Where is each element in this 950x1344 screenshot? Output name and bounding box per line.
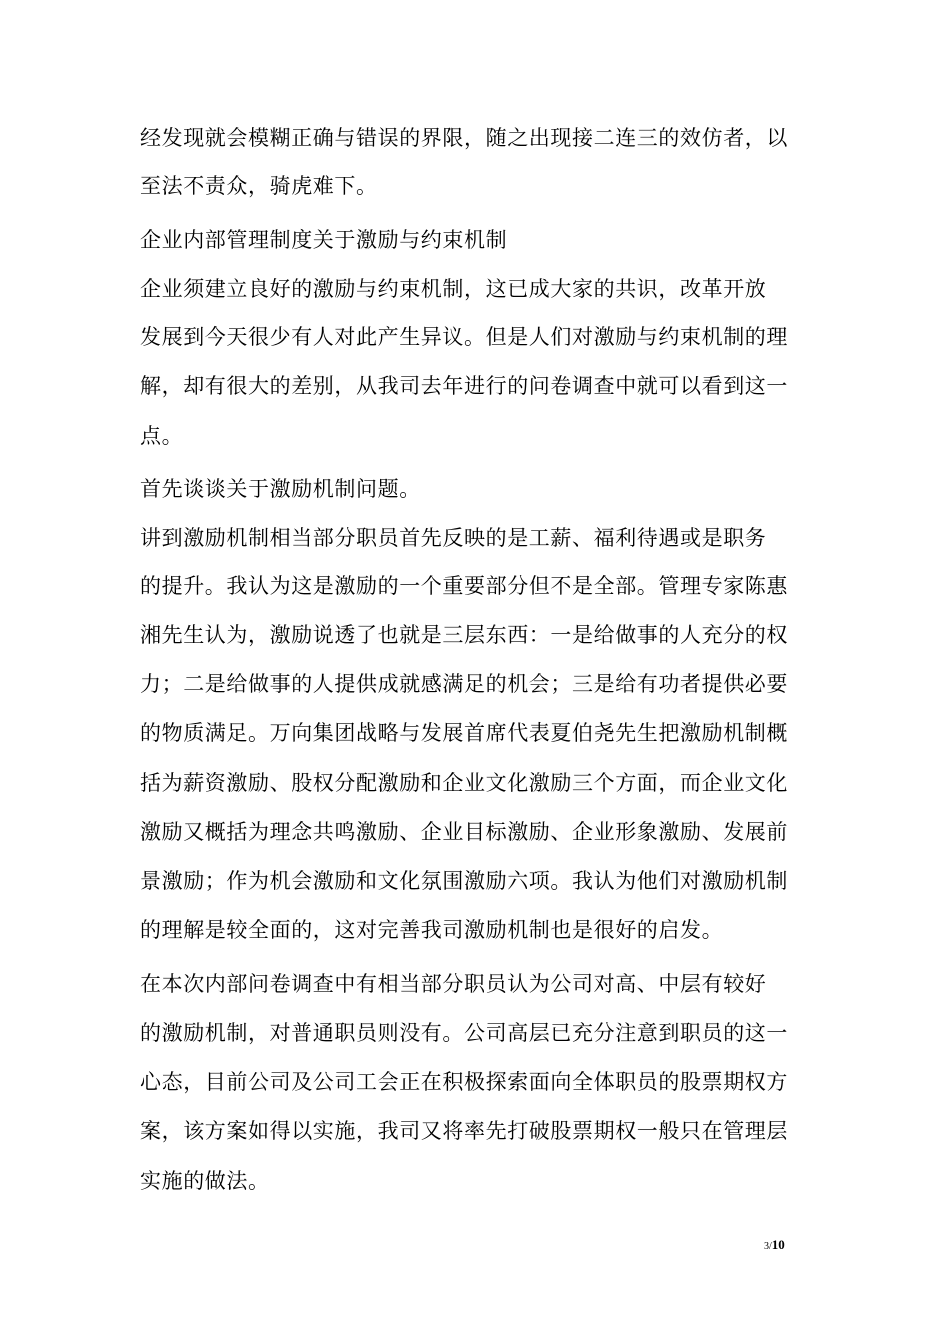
page-number-total: 10 — [771, 1237, 785, 1252]
text-line: 实施的做法。 — [140, 1169, 270, 1193]
text-line: 发展到今天很少有人对此产生异议。但是人们对激励与约束机制的理 — [140, 325, 788, 349]
text-line: 解，却有很大的差别，从我司去年进行的问卷调查中就可以看到这一 — [140, 374, 788, 398]
text-line: 经发现就会模糊正确与错误的界限，随之出现接二连三的效仿者，以 — [140, 126, 788, 150]
text-line: 在本次内部问卷调查中有相当部分职员认为公司对高、中层有较好 — [140, 972, 767, 996]
text-line: 企业须建立良好的激励与约束机制，这已成大家的共识，改革开放 — [140, 277, 767, 301]
text-line: 湘先生认为，激励说透了也就是三层东西：一是给做事的人充分的权 — [140, 623, 788, 647]
text-line: 讲到激励机制相当部分职员首先反映的是工薪、福利待遇或是职务 — [140, 526, 767, 550]
text-line: 激励又概括为理念共鸣激励、企业目标激励、企业形象激励、发展前 — [140, 820, 788, 844]
text-line: 的激励机制，对普通职员则没有。公司高层已充分注意到职员的这一 — [140, 1021, 788, 1045]
text-line: 心态，目前公司及公司工会正在积极探索面向全体职员的股票期权方 — [140, 1070, 788, 1094]
text-line: 括为薪资激励、股权分配激励和企业文化激励三个方面，而企业文化 — [140, 771, 788, 795]
text-line: 景激励；作为机会激励和文化氛围激励六项。我认为他们对激励机制 — [140, 869, 788, 893]
page-number-current: 3/ — [764, 1241, 772, 1252]
text-line: 的提升。我认为这是激励的一个重要部分但不是全部。管理专家陈惠 — [140, 574, 788, 598]
page-number — [764, 1238, 785, 1254]
text-line: 至法不责众，骑虎难下。 — [140, 174, 378, 198]
section-heading: 企业内部管理制度关于激励与约束机制 — [140, 228, 508, 252]
text-line: 首先谈谈关于激励机制问题。 — [140, 477, 421, 501]
text-line: 案，该方案如得以实施，我司又将率先打破股票期权一般只在管理层 — [140, 1119, 788, 1143]
text-line: 力；二是给做事的人提供成就感满足的机会；三是给有功者提供必要 — [140, 672, 788, 696]
text-line: 的理解是较全面的，这对完善我司激励机制也是很好的启发。 — [140, 918, 724, 942]
text-line: 点。 — [140, 424, 184, 448]
text-line: 的物质满足。万向集团战略与发展首席代表夏伯尧先生把激励机制概 — [140, 721, 788, 745]
